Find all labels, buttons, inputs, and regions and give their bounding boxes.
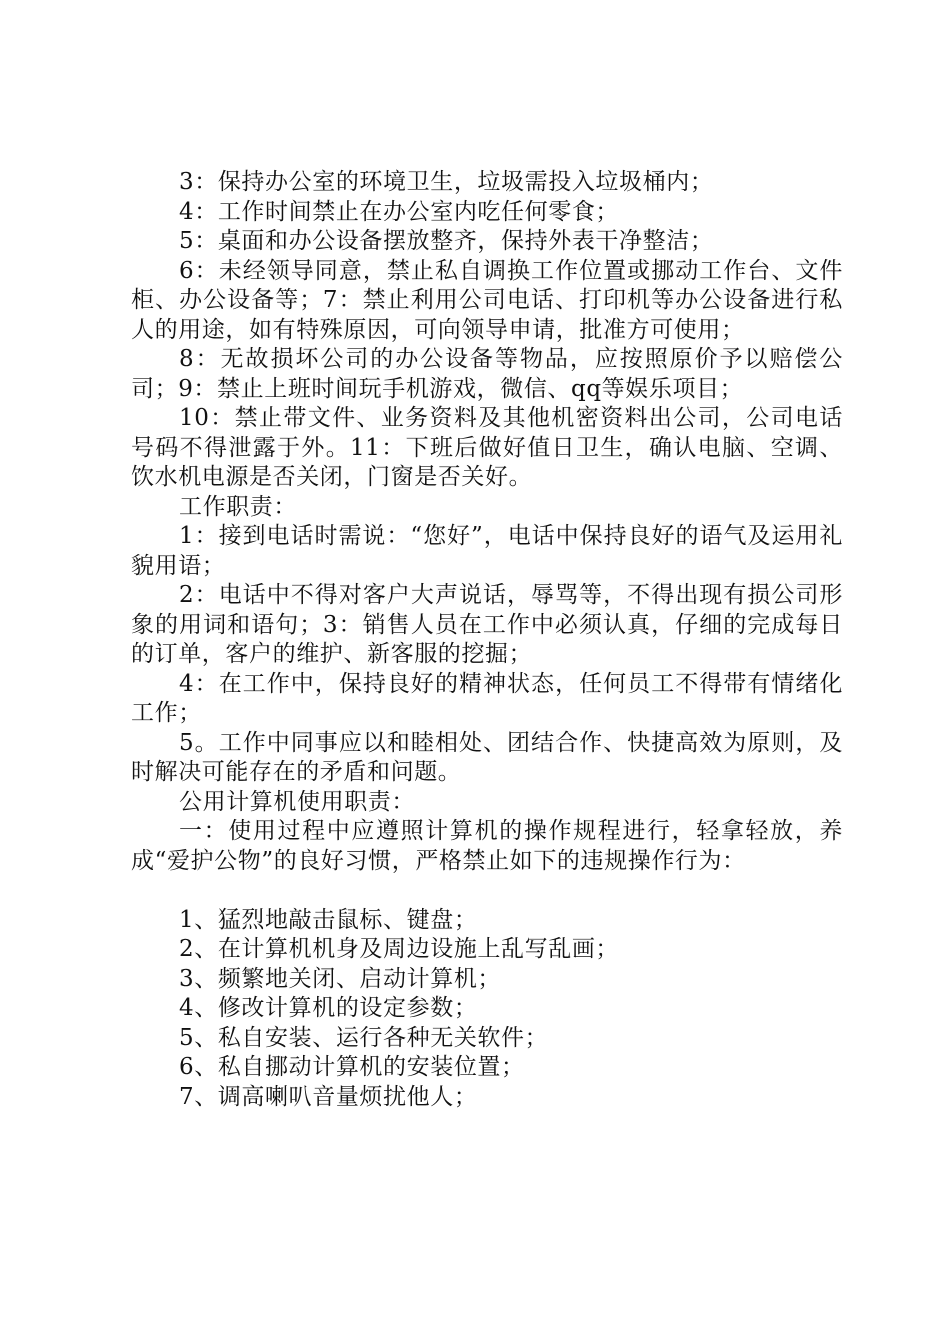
paragraph: 一：使用过程中应遵照计算机的操作规程进行，轻拿轻放，养成“爱护公物”的良好习惯，严格禁止如下的违规操作行为： xyxy=(131,818,843,874)
section-heading: 公用计算机使用职责： xyxy=(179,788,415,815)
list-item: 7、调高喇叭音量烦扰他人； xyxy=(179,1083,478,1110)
section-heading: 工作职责： xyxy=(179,493,297,520)
paragraph: 4：工作时间禁止在办公室内吃任何零食； xyxy=(179,198,620,225)
list-item: 5、私自安装、运行各种无关软件； xyxy=(179,1024,549,1051)
paragraph: 5：桌面和办公设备摆放整齐，保持外表干净整洁； xyxy=(179,228,714,254)
list-item: 2、在计算机机身及周边设施上乱写乱画； xyxy=(179,936,620,962)
blank-line xyxy=(131,876,843,906)
list-item: 6、私自挪动计算机的安装位置； xyxy=(179,1054,525,1080)
list-item: 3、频繁地关闭、启动计算机； xyxy=(179,965,502,992)
paragraph: 6：未经领导同意，禁止私自调换工作位置或挪动工作台、文件柜、办公设备等；7：禁止利用公司电话、打印机等办公设备进行私人的用途，如有特殊原因，可向领导申请，批准方可使用； xyxy=(131,257,843,343)
paragraph: 10：禁止带文件、业务资料及其他机密资料出公司，公司电话号码不得泄露于外。11：下班后做好值日卫生，确认电脑、空调、饮水机电源是否关闭，门窗是否关好。 xyxy=(131,405,843,490)
document-body xyxy=(131,168,843,1112)
paragraph: 5。工作中同事应以和睦相处、团结合作、快捷高效为原则，及时解决可能存在的矛盾和问题。 xyxy=(131,729,843,785)
paragraph: 2：电话中不得对客户大声说话，辱骂等，不得出现有损公司形象的用词和语句；3：销售人员在工作中必须认真，仔细的完成每日的订单，客户的维护、新客服的挖掘； xyxy=(131,582,843,667)
paragraph: 1：接到电话时需说：“您好”，电话中保持良好的语气及运用礼貌用语； xyxy=(131,523,843,579)
list-item: 4、修改计算机的设定参数； xyxy=(179,995,478,1021)
paragraph: 4：在工作中，保持良好的精神状态，任何员工不得带有情绪化工作； xyxy=(131,670,843,726)
paragraph: 3：保持办公室的环境卫生，垃圾需投入垃圾桶内； xyxy=(179,169,714,195)
list-item: 1、猛烈地敲击鼠标、键盘； xyxy=(179,906,478,933)
paragraph: 8：无故损坏公司的办公设备等物品，应按照原价予以赔偿公司；9：禁止上班时间玩手机游戏，微信、qq等娱乐项目； xyxy=(131,346,843,402)
